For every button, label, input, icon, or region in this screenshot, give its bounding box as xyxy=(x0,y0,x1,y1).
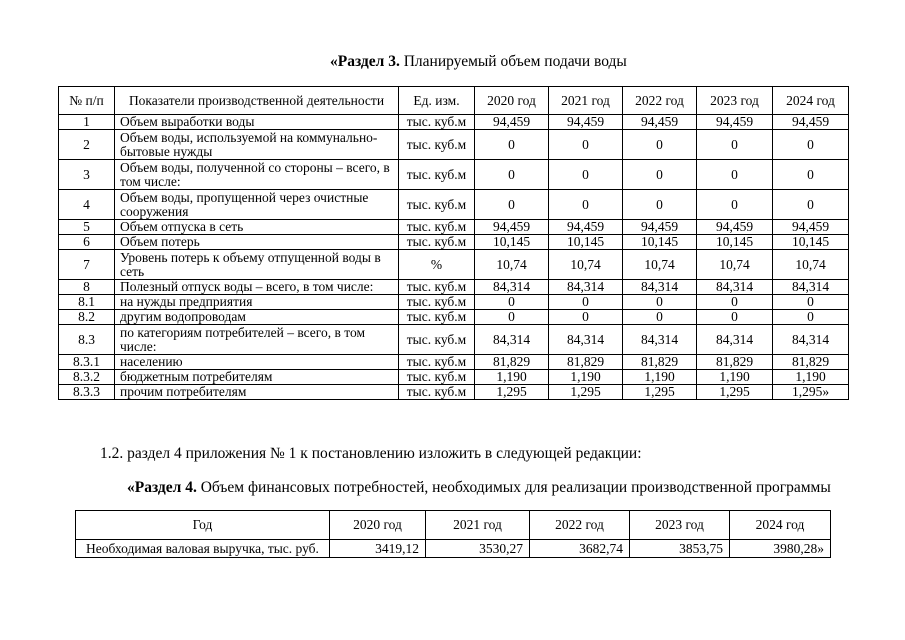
value-cell: 0 xyxy=(549,190,623,220)
value-cell: 1,190 xyxy=(475,370,549,385)
value-cell: 84,314 xyxy=(475,325,549,355)
value-cell: 0 xyxy=(773,190,849,220)
value-cell: 81,829 xyxy=(549,355,623,370)
row-unit: тыс. куб.м xyxy=(399,370,475,385)
row-number: 8 xyxy=(59,280,115,295)
table-header-row xyxy=(59,87,849,115)
value-cell: 0 xyxy=(697,130,773,160)
row-indicator: населению xyxy=(115,355,399,370)
row-number: 4 xyxy=(59,190,115,220)
col-header-2023: 2023 год xyxy=(697,87,773,115)
value-cell: 0 xyxy=(475,130,549,160)
value-cell: 0 xyxy=(773,310,849,325)
row-number: 2 xyxy=(59,130,115,160)
value-cell: 1,295 xyxy=(475,385,549,400)
value-cell: 94,459 xyxy=(475,220,549,235)
value-cell: 10,74 xyxy=(623,250,697,280)
value-cell: 0 xyxy=(697,160,773,190)
value-cell: 0 xyxy=(623,295,697,310)
table-row xyxy=(59,190,849,220)
value-cell: 1,190 xyxy=(549,370,623,385)
value-cell: 84,314 xyxy=(475,280,549,295)
row-unit: тыс. куб.м xyxy=(399,280,475,295)
table-row xyxy=(76,540,831,558)
row-indicator: Полезный отпуск воды – всего, в том числе: xyxy=(115,280,399,295)
col-header-2020: 2020 год xyxy=(475,87,549,115)
value-cell: 0 xyxy=(697,190,773,220)
row-unit: тыс. куб.м xyxy=(399,235,475,250)
table-row xyxy=(59,235,849,250)
row-number: 8.3.1 xyxy=(59,355,115,370)
col-header-2024: 2024 год xyxy=(730,511,831,540)
row-unit: тыс. куб.м xyxy=(399,115,475,130)
value-cell: 94,459 xyxy=(697,220,773,235)
value-cell: 0 xyxy=(623,190,697,220)
value-cell: 0 xyxy=(697,310,773,325)
value-cell: 10,74 xyxy=(773,250,849,280)
row-indicator: Уровень потерь к объему отпущенной воды в сеть xyxy=(115,250,399,280)
table-row xyxy=(59,310,849,325)
row-indicator: другим водопроводам xyxy=(115,310,399,325)
row-indicator: Объем воды, пропущенной через очистные сооружения xyxy=(115,190,399,220)
value-cell: 10,145 xyxy=(697,235,773,250)
col-header-2024: 2024 год xyxy=(773,87,849,115)
row-indicator: по категориям потребителей – всего, в том числе: xyxy=(115,325,399,355)
table-row xyxy=(59,280,849,295)
value-cell: 0 xyxy=(773,160,849,190)
value-cell: 81,829 xyxy=(475,355,549,370)
value-cell: 94,459 xyxy=(773,115,849,130)
table-row xyxy=(59,130,849,160)
row-number: 8.1 xyxy=(59,295,115,310)
row-unit: тыс. куб.м xyxy=(399,190,475,220)
table-row xyxy=(59,325,849,355)
value-cell: 0 xyxy=(549,295,623,310)
section-4-title xyxy=(127,479,831,497)
value-cell: 84,314 xyxy=(549,325,623,355)
value-cell: 1,295 xyxy=(549,385,623,400)
row-unit: % xyxy=(399,250,475,280)
section-3-title-bold: «Раздел 3. xyxy=(330,53,400,70)
value-cell: 84,314 xyxy=(697,325,773,355)
row-number: 5 xyxy=(59,220,115,235)
col-header-indicator: Показатели производственной деятельности xyxy=(115,87,399,115)
table-row xyxy=(59,355,849,370)
value-cell: 3980,28» xyxy=(730,540,831,558)
value-cell: 0 xyxy=(549,310,623,325)
value-cell: 1,295 xyxy=(623,385,697,400)
value-cell: 0 xyxy=(475,295,549,310)
col-header-2021: 2021 год xyxy=(549,87,623,115)
value-cell: 0 xyxy=(475,190,549,220)
row-number: 6 xyxy=(59,235,115,250)
value-cell: 0 xyxy=(623,130,697,160)
table-row xyxy=(59,220,849,235)
table-row xyxy=(59,160,849,190)
row-unit: тыс. куб.м xyxy=(399,130,475,160)
row-unit: тыс. куб.м xyxy=(399,310,475,325)
col-header-2021: 2021 год xyxy=(426,511,530,540)
value-cell: 0 xyxy=(697,295,773,310)
value-cell: 84,314 xyxy=(697,280,773,295)
row-number: 8.3 xyxy=(59,325,115,355)
value-cell: 10,74 xyxy=(697,250,773,280)
row-indicator: прочим потребителям xyxy=(115,385,399,400)
value-cell: 0 xyxy=(623,160,697,190)
table-row xyxy=(59,385,849,400)
section-4-title-bold: «Раздел 4. xyxy=(127,479,197,496)
value-cell: 1,295 xyxy=(697,385,773,400)
row-number: 1 xyxy=(59,115,115,130)
value-cell: 10,145 xyxy=(623,235,697,250)
row-indicator: Объем отпуска в сеть xyxy=(115,220,399,235)
row-unit: тыс. куб.м xyxy=(399,325,475,355)
row-unit: тыс. куб.м xyxy=(399,220,475,235)
row-indicator: Объем выработки воды xyxy=(115,115,399,130)
row-indicator: на нужды предприятия xyxy=(115,295,399,310)
value-cell: 81,829 xyxy=(623,355,697,370)
section-3-title xyxy=(330,53,627,71)
value-cell: 0 xyxy=(475,310,549,325)
col-header-2020: 2020 год xyxy=(330,511,426,540)
value-cell: 94,459 xyxy=(623,115,697,130)
value-cell: 84,314 xyxy=(623,280,697,295)
row-indicator: Объем воды, используемой на коммунально-бытовые нужды xyxy=(115,130,399,160)
row-label: Необходимая валовая выручка, тыс. руб. xyxy=(76,540,330,558)
financial-needs-table xyxy=(75,510,831,558)
value-cell: 3530,27 xyxy=(426,540,530,558)
value-cell: 10,145 xyxy=(549,235,623,250)
value-cell: 1,190 xyxy=(773,370,849,385)
value-cell: 3682,74 xyxy=(530,540,630,558)
table-row xyxy=(59,115,849,130)
col-header-year: Год xyxy=(76,511,330,540)
table-row xyxy=(59,295,849,310)
row-number: 3 xyxy=(59,160,115,190)
table-row xyxy=(59,370,849,385)
col-header-unit: Ед. изм. xyxy=(399,87,475,115)
value-cell: 10,74 xyxy=(475,250,549,280)
value-cell: 0 xyxy=(549,160,623,190)
value-cell: 94,459 xyxy=(549,115,623,130)
row-number: 7 xyxy=(59,250,115,280)
value-cell: 94,459 xyxy=(475,115,549,130)
section-3-title-text: Планируемый объем подачи воды xyxy=(399,53,627,70)
row-number: 8.2 xyxy=(59,310,115,325)
value-cell: 1,295» xyxy=(773,385,849,400)
value-cell: 10,74 xyxy=(549,250,623,280)
row-unit: тыс. куб.м xyxy=(399,160,475,190)
row-indicator: Объем воды, полученной со стороны – всего, в том числе: xyxy=(115,160,399,190)
value-cell: 81,829 xyxy=(773,355,849,370)
value-cell: 84,314 xyxy=(773,325,849,355)
col-header-2022: 2022 год xyxy=(623,87,697,115)
row-number: 8.3.3 xyxy=(59,385,115,400)
value-cell: 84,314 xyxy=(623,325,697,355)
table-header-row xyxy=(76,511,831,540)
value-cell: 84,314 xyxy=(549,280,623,295)
value-cell: 84,314 xyxy=(773,280,849,295)
paragraph-1-2: 1.2. раздел 4 приложения № 1 к постановлению изложить в следующей редакции: xyxy=(100,445,642,462)
row-unit: тыс. куб.м xyxy=(399,385,475,400)
value-cell: 3419,12 xyxy=(330,540,426,558)
row-number: 8.3.2 xyxy=(59,370,115,385)
value-cell: 0 xyxy=(623,310,697,325)
value-cell: 1,190 xyxy=(697,370,773,385)
value-cell: 3853,75 xyxy=(630,540,730,558)
section-4-title-text: Объем финансовых потребностей, необходимых для реализации производственной программы xyxy=(196,479,831,496)
value-cell: 81,829 xyxy=(697,355,773,370)
col-header-2023: 2023 год xyxy=(630,511,730,540)
value-cell: 1,190 xyxy=(623,370,697,385)
water-supply-table xyxy=(58,86,849,400)
value-cell: 94,459 xyxy=(549,220,623,235)
value-cell: 10,145 xyxy=(773,235,849,250)
row-indicator: Объем потерь xyxy=(115,235,399,250)
value-cell: 94,459 xyxy=(697,115,773,130)
value-cell: 10,145 xyxy=(475,235,549,250)
value-cell: 0 xyxy=(549,130,623,160)
value-cell: 94,459 xyxy=(623,220,697,235)
value-cell: 94,459 xyxy=(773,220,849,235)
table-row xyxy=(59,250,849,280)
value-cell: 0 xyxy=(475,160,549,190)
col-header-num: № п/п xyxy=(59,87,115,115)
row-unit: тыс. куб.м xyxy=(399,355,475,370)
value-cell: 0 xyxy=(773,130,849,160)
value-cell: 0 xyxy=(773,295,849,310)
row-indicator: бюджетным потребителям xyxy=(115,370,399,385)
col-header-2022: 2022 год xyxy=(530,511,630,540)
row-unit: тыс. куб.м xyxy=(399,295,475,310)
